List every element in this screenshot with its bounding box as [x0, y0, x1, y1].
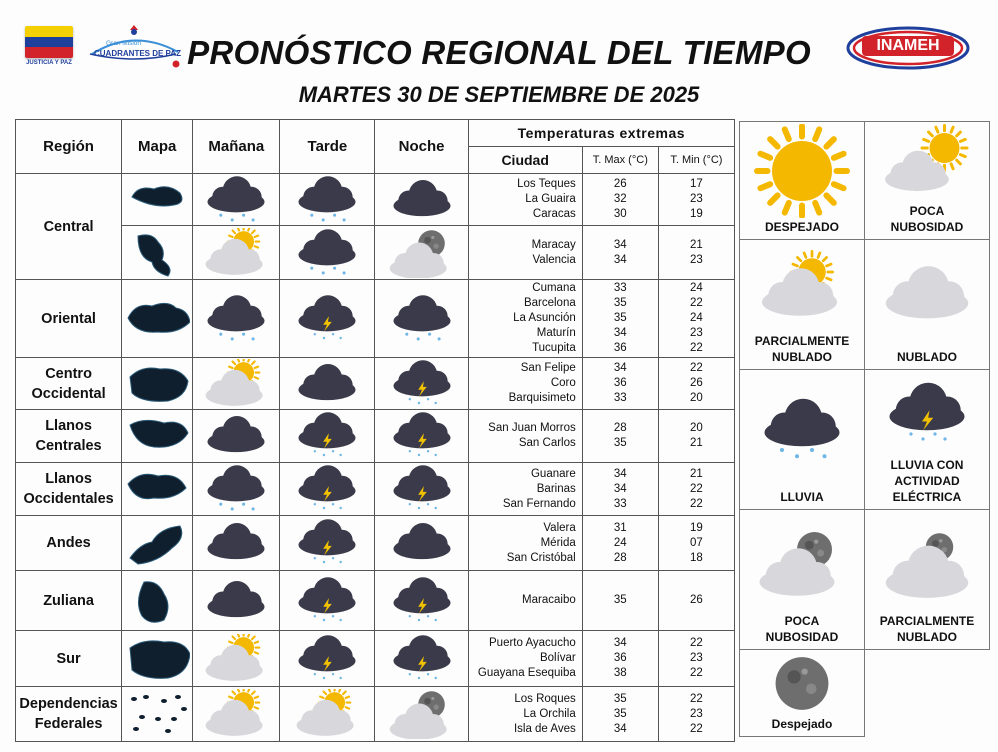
header-city: Ciudad [468, 147, 582, 174]
afternoon-lluvia-icon [280, 226, 375, 280]
morning-parcial-icon [193, 631, 280, 687]
tmin-value: 23 [690, 327, 703, 339]
tmin-cell [658, 463, 734, 516]
legend-lluvia-icon [740, 372, 864, 488]
gm-line1: Gran Misión [106, 40, 142, 47]
city-name: Barinas [536, 482, 576, 495]
tmin-value: 22 [690, 667, 703, 679]
legend-label-line: DESPEJADO [764, 220, 840, 234]
legend-label-line: NUBLADO [897, 630, 957, 644]
region-label: Centrales [35, 438, 102, 454]
city-name: Mérida [540, 536, 576, 549]
region-map-icon [122, 280, 193, 358]
tmax-cell [582, 410, 658, 463]
tmax-value: 34 [613, 253, 627, 266]
city-name: Valera [543, 521, 576, 534]
city-name: San Cristóbal [506, 551, 576, 564]
region-label: Oriental [41, 310, 96, 327]
region-map-icon [122, 631, 193, 687]
city-name: Barcelona [523, 297, 576, 309]
city-name: Guanare [530, 467, 576, 480]
cities-cell [468, 358, 582, 410]
tmax-cell [582, 280, 658, 358]
region-label: Federales [34, 716, 103, 732]
legend-label [740, 716, 864, 732]
legend-label-line: PARCIALMENTE [879, 614, 975, 628]
tmin-value: 22 [690, 342, 703, 354]
table-row [16, 410, 735, 463]
region-name [16, 280, 122, 358]
legend-label [865, 457, 989, 505]
city-name: San Juan Morros [488, 422, 576, 434]
legend-label-line: NUBOSIDAD [765, 630, 839, 644]
city-name: La Orchila [523, 707, 576, 720]
tmin-value: 23 [690, 707, 703, 720]
tmin-value: 21 [690, 467, 703, 480]
tmin-cell [658, 410, 734, 463]
tmin-value: 19 [690, 521, 703, 534]
region-map-icon [122, 571, 193, 631]
tmax-cell [582, 631, 658, 687]
legend-nublado-icon [865, 242, 989, 348]
legend-label [865, 349, 989, 365]
tmax-value: 38 [613, 667, 627, 679]
tmin-value: 23 [690, 652, 703, 664]
tmax-value: 32 [613, 193, 627, 205]
tmax-value: 35 [613, 594, 627, 606]
afternoon-tormenta-icon [280, 280, 375, 358]
night-nublado-oscuro-icon [375, 174, 468, 226]
city-name: Los Teques [517, 178, 576, 190]
tmax-value: 33 [613, 497, 627, 510]
night-tormenta-icon [375, 631, 468, 687]
city-name: Guayana Esequiba [477, 667, 576, 679]
tmin-value: 22 [690, 482, 703, 495]
page-date: MARTES 30 DE SEPTIEMBRE DE 2025 [298, 82, 700, 107]
legend-label [865, 203, 989, 235]
table-row [16, 687, 735, 742]
tmax-value: 34 [613, 467, 627, 480]
afternoon-lluvia-icon [280, 174, 375, 226]
city-name: San Fernando [502, 497, 576, 510]
afternoon-tormenta-icon [280, 631, 375, 687]
table-row [16, 226, 735, 280]
legend-noche-poca-icon [740, 512, 864, 612]
tmin-cell [658, 280, 734, 358]
morning-parcial-icon [193, 226, 280, 280]
city-name: La Asunción [513, 312, 576, 324]
header-region: Región [16, 120, 122, 174]
city-name: Coro [550, 377, 576, 389]
cities-cell [468, 174, 582, 226]
night-tormenta-icon [375, 463, 468, 516]
morning-lluvia-icon [193, 174, 280, 226]
city-name: Maracay [531, 238, 576, 251]
table-row [16, 280, 735, 358]
tmax-value: 33 [613, 282, 627, 294]
legend-item [864, 509, 990, 650]
afternoon-nublado-oscuro-icon [280, 358, 375, 410]
region-label: Zuliana [43, 592, 94, 609]
table-row [16, 463, 735, 516]
legend-noche-parcial-icon [865, 512, 989, 612]
region-label: Central [43, 218, 94, 235]
region-label: Centro [45, 365, 92, 382]
legend-item [739, 121, 865, 240]
tmax-value: 34 [613, 637, 627, 649]
legend-label-line: POCA [784, 614, 820, 628]
tmax-value: 24 [613, 536, 627, 549]
legend-label [740, 333, 864, 365]
tmax-value: 33 [613, 392, 627, 404]
night-tormenta-icon [375, 358, 468, 410]
tmax-cell [582, 687, 658, 742]
morning-nublado-oscuro-icon [193, 571, 280, 631]
table-row [16, 571, 735, 631]
tmin-value: 22 [690, 692, 703, 705]
tmax-value: 35 [613, 312, 627, 324]
cities-cell [468, 631, 582, 687]
legend-label [740, 613, 864, 645]
cities-cell [468, 687, 582, 742]
region-map-icon [122, 516, 193, 571]
forecast-table [15, 119, 735, 742]
city-name: San Felipe [520, 362, 576, 374]
morning-nublado-oscuro-icon [193, 516, 280, 571]
city-name: Bolívar [539, 652, 576, 664]
night-tormenta-icon [375, 410, 468, 463]
legend-label-line: ELÉCTRICA [892, 490, 962, 504]
tmax-value: 35 [613, 437, 627, 449]
page-title: PRONÓSTICO REGIONAL DEL TIEMPO [187, 34, 811, 71]
city-name: Tucupita [532, 342, 576, 354]
tmax-value: 35 [613, 692, 627, 705]
tmax-value: 34 [613, 362, 627, 374]
region-map-icon [122, 463, 193, 516]
header-afternoon: Tarde [280, 120, 375, 174]
legend-label-line: PARCIALMENTE [754, 334, 850, 348]
legend-sol-icon [740, 124, 864, 218]
night-nublado-oscuro-icon [375, 516, 468, 571]
tmax-value: 36 [613, 652, 627, 664]
cities-cell [468, 571, 582, 631]
tmin-value: 26 [690, 594, 703, 606]
tmin-value: 17 [690, 178, 703, 190]
cities-cell [468, 280, 582, 358]
region-name [16, 631, 122, 687]
tmin-cell [658, 571, 734, 631]
tmax-value: 34 [613, 327, 627, 339]
table-row [16, 358, 735, 410]
night-noche-poca-icon [375, 687, 468, 742]
night-noche-poca-icon [375, 226, 468, 280]
region-name [16, 358, 122, 410]
region-label: Occidental [31, 385, 106, 402]
region-name [16, 571, 122, 631]
header-night: Noche [375, 120, 468, 174]
afternoon-tormenta-icon [280, 463, 375, 516]
tmax-value: 35 [613, 297, 627, 309]
tmin-value: 26 [690, 377, 703, 389]
region-name [16, 687, 122, 742]
region-name [16, 410, 122, 463]
city-name: Los Roques [514, 692, 576, 705]
tmax-cell [582, 463, 658, 516]
table-row [16, 516, 735, 571]
cities-cell [468, 463, 582, 516]
city-name: Maturín [536, 327, 576, 339]
city-name: Isla de Aves [513, 722, 576, 735]
tmax-value: 36 [613, 342, 627, 354]
tmin-cell [658, 358, 734, 410]
legend-label-line: NUBLADO [897, 350, 957, 364]
region-label: Llanos [45, 471, 92, 487]
tmax-cell [582, 571, 658, 631]
legend-parcial-icon [740, 242, 864, 332]
city-name: Caracas [532, 208, 576, 220]
legend-label [740, 219, 864, 235]
tmax-value: 30 [613, 208, 627, 220]
tmin-value: 18 [690, 551, 703, 564]
region-label: Sur [56, 650, 81, 667]
city-name: Maracaibo [522, 594, 576, 606]
region-map-icon [122, 358, 193, 410]
region-name [16, 516, 122, 571]
tmin-value: 22 [690, 497, 703, 510]
header-morning: Mañana [193, 120, 280, 174]
tmax-value: 31 [613, 521, 627, 534]
legend-item [864, 239, 990, 370]
city-name: San Carlos [518, 437, 576, 449]
cities-cell [468, 516, 582, 571]
legend-label-line: LLUVIA CON [890, 458, 964, 472]
tmin-value: 23 [690, 253, 703, 266]
night-tormenta-icon [375, 571, 468, 631]
afternoon-tormenta-icon [280, 516, 375, 571]
region-map-icon [122, 174, 193, 226]
tmax-value: 36 [613, 377, 627, 389]
tmax-value: 34 [613, 722, 627, 735]
tmin-value: 21 [690, 238, 703, 251]
tmax-value: 28 [613, 551, 627, 564]
tmin-value: 22 [690, 362, 703, 374]
table-row [16, 174, 735, 226]
tmin-value: 22 [690, 637, 703, 649]
tmin-value: 19 [690, 208, 703, 220]
tmax-value: 34 [613, 482, 627, 495]
region-map-icon [122, 410, 193, 463]
legend-item [864, 121, 990, 240]
legend-item [739, 239, 865, 370]
tmin-value: 20 [690, 422, 703, 434]
tmin-value: 24 [690, 282, 703, 294]
tmax-value: 26 [613, 178, 627, 190]
tmax-cell [582, 516, 658, 571]
header-map: Mapa [122, 120, 193, 174]
legend-poca-icon [865, 124, 989, 202]
legend-label-line: NUBOSIDAD [890, 220, 964, 234]
cities-cell [468, 410, 582, 463]
tmin-value: 20 [690, 392, 703, 404]
afternoon-tormenta-icon [280, 410, 375, 463]
legend-item [739, 509, 865, 650]
region-name [16, 463, 122, 516]
city-name: Puerto Ayacucho [489, 637, 576, 649]
flag-caption: JUSTICIA Y PAZ [26, 60, 72, 66]
header-tmin: T. Min (°C) [658, 147, 734, 174]
city-name: La Guaira [525, 193, 576, 205]
header-temps: Temperaturas extremas [468, 120, 734, 147]
afternoon-tormenta-icon [280, 571, 375, 631]
afternoon-parcial-icon [280, 687, 375, 742]
region-label: Dependencias [19, 696, 118, 712]
night-lluvia-icon [375, 280, 468, 358]
tmin-value: 22 [690, 297, 703, 309]
legend-label-line: NUBLADO [772, 350, 832, 364]
tmax-value: 35 [613, 707, 627, 720]
region-map-icon [122, 226, 193, 280]
region-label: Llanos [45, 418, 92, 434]
legend-label-line: POCA [909, 204, 945, 218]
gm-line2: CUADRANTES DE PAZ [94, 49, 181, 58]
tmin-value: 22 [690, 722, 703, 735]
tmin-value: 07 [690, 536, 703, 549]
morning-parcial-icon [193, 358, 280, 410]
city-name: Cumana [532, 282, 576, 294]
tmin-cell [658, 516, 734, 571]
tmin-cell [658, 226, 734, 280]
legend-item [864, 369, 990, 510]
city-name: Barquisimeto [508, 392, 576, 404]
region-label: Occidentales [23, 491, 114, 507]
tmin-cell [658, 631, 734, 687]
legend-label-line: LLUVIA [780, 490, 824, 504]
tmin-cell [658, 687, 734, 742]
region-label: Andes [46, 535, 91, 551]
table-row [16, 631, 735, 687]
legend-label-line: Despejado [771, 717, 833, 731]
tmax-cell [582, 174, 658, 226]
legend [739, 121, 989, 736]
morning-parcial-icon [193, 687, 280, 742]
tmin-value: 24 [690, 312, 703, 324]
tmin-value: 23 [690, 193, 703, 205]
cities-cell [468, 226, 582, 280]
tmax-value: 28 [613, 422, 627, 434]
legend-item [739, 649, 865, 737]
tmax-cell [582, 358, 658, 410]
legend-label [865, 613, 989, 645]
inameh-text: INAMEH [876, 37, 940, 54]
legend-luna-icon [740, 652, 864, 715]
tmax-cell [582, 226, 658, 280]
legend-item [739, 369, 865, 510]
tmin-cell [658, 174, 734, 226]
legend-tormenta-icon [865, 372, 989, 456]
region-name [16, 174, 122, 280]
legend-label [740, 489, 864, 505]
morning-lluvia-icon [193, 280, 280, 358]
region-map-icon [122, 687, 193, 742]
tmin-value: 21 [690, 437, 703, 449]
morning-nublado-oscuro-icon [193, 410, 280, 463]
city-name: Valencia [532, 253, 576, 266]
morning-lluvia-icon [193, 463, 280, 516]
legend-label-line: ACTIVIDAD [894, 474, 960, 488]
header-tmax: T. Max (°C) [582, 147, 658, 174]
tmax-value: 34 [613, 238, 627, 251]
header [0, 0, 998, 118]
